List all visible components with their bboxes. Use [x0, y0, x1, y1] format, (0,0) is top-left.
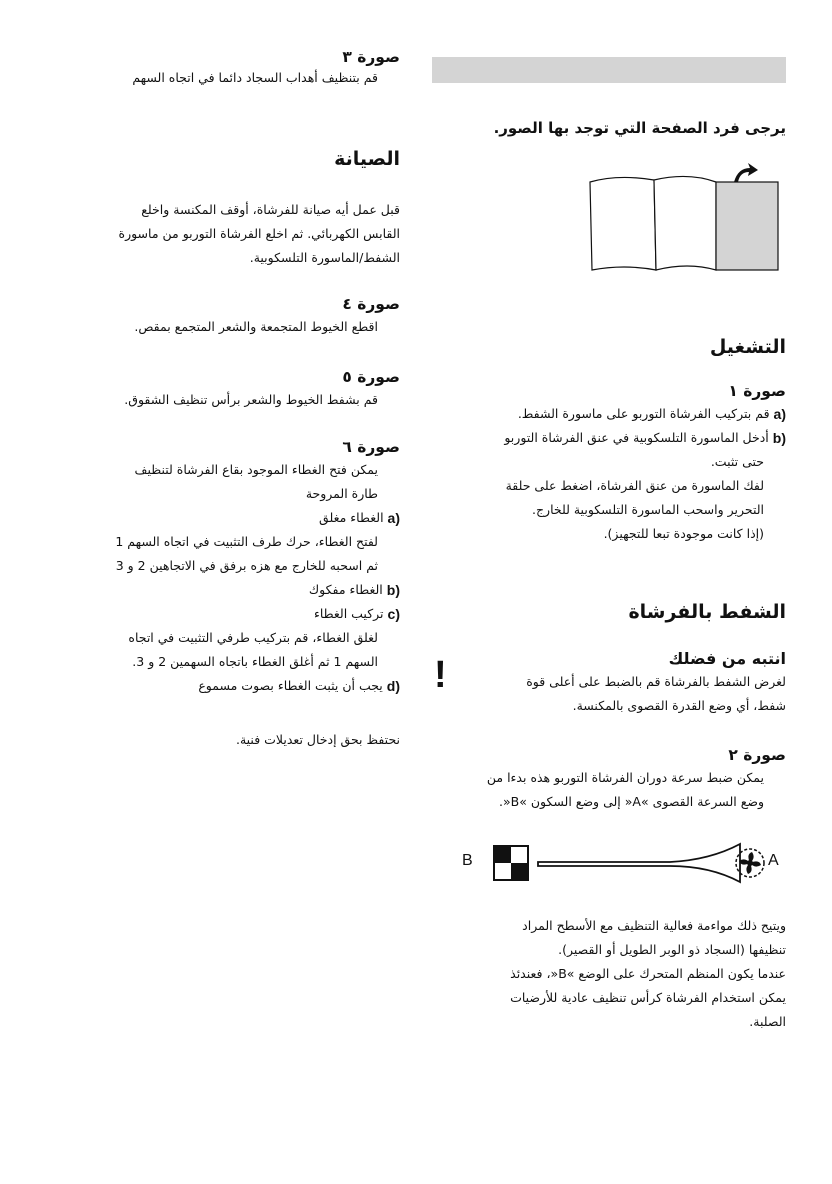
figure-6-c-line: لغلق الغطاء، قم بتركيب طرفي التثبيت في اتجاه: [128, 630, 378, 645]
closing-text: [432, 914, 786, 1034]
figure-6-a-line: ثم اسحبه للخارج مع هزه برفق في الاتجاهين 2 و 3: [115, 558, 378, 573]
figure-5-text: قم بشفط الخيوط والشعر برأس تنظيف الشقوق.: [124, 392, 378, 407]
maintenance-line: قبل عمل أيه صيانة للفرشاة، أوقف المكنسة واخلع: [141, 202, 400, 217]
reserved-rights-text: نحتفظ بحق إدخال تعديلات فنية.: [235, 732, 400, 747]
unfold-arrow-icon: [734, 163, 758, 182]
figure-5-title: صورة ٥: [342, 368, 400, 386]
warning-line: شفط، أي وضع القدرة القصوى بالمكنسة.: [572, 698, 786, 713]
operation-section: [432, 333, 786, 361]
warning-content: [466, 648, 786, 718]
figure-2-section: [432, 744, 786, 814]
closing-line: الصلبة.: [749, 1014, 786, 1029]
figure-4-section: [78, 293, 400, 339]
speed-wedge: [538, 844, 740, 882]
figure-6-item-b: [78, 578, 400, 602]
closing-line: عندما يكون المنظم المتحرك على الوضع »B«، فعندئذ: [510, 966, 786, 981]
figure-6-c-line: السهم 1 ثم أغلق الغطاء باتجاه السهمين 2 و 3.: [132, 654, 378, 669]
figure-1-title: صورة ١: [728, 382, 786, 400]
book-left-page: [590, 177, 656, 270]
item-label: a): [773, 406, 786, 422]
figure-2-title: صورة ٢: [728, 746, 786, 764]
figure-6-section: [78, 436, 400, 698]
standstill-checker-icon: [494, 846, 528, 880]
item-label: b): [386, 582, 400, 598]
unfold-instruction: [432, 116, 786, 140]
figure-1-b-line: حتى تثبت.: [710, 454, 764, 469]
figure-1-section: [432, 380, 786, 546]
figure-3-title: صورة ٣: [342, 48, 400, 66]
warning-line: لغرض الشفط بالفرشاة قم بالضبط على أعلى قوة: [526, 674, 786, 689]
header-bar: [432, 57, 786, 83]
maintenance-line: الشفط/الماسورة التلسكوبية.: [249, 250, 400, 265]
closing-line: ويتيح ذلك مواءمة فعالية التنظيف مع الأسطح المراد: [522, 918, 786, 933]
book-middle-page: [654, 176, 716, 270]
figure-6-intro-line: طارة المروحة: [305, 486, 378, 501]
regulator-graphic: [490, 842, 772, 886]
item-text: أدخل الماسورة التلسكوبية في عنق الفرشاة التوربو: [504, 430, 769, 445]
figure-3-text: قم بتنظيف أهداب السجاد دائما في اتجاه السهم: [132, 70, 378, 85]
figure-6-item-c: [78, 602, 400, 626]
book-fold-out-page: [716, 182, 778, 270]
figure-3-section: [78, 46, 400, 88]
item-text: تركيب الغطاء: [313, 606, 384, 621]
figure-2-line: يمكن ضبط سرعة دوران الفرشاة التوربو هذه بدءا من: [486, 770, 764, 785]
warning-box: [432, 648, 786, 724]
figure-4-text: اقطع الخيوط المتجمعة والشعر المتجمع بمقص.: [134, 319, 378, 334]
figure-1-b-line: لفك الماسورة من عنق الفرشاة، اضغط على حلقة: [505, 478, 764, 493]
reserved-rights-section: [78, 728, 400, 752]
item-label: c): [387, 606, 400, 622]
speed-regulator-illustration: [462, 838, 782, 890]
item-text: قم بتركيب الفرشاة التوربو على ماسورة الشفط.: [517, 406, 770, 421]
item-label: b): [772, 430, 786, 446]
maintenance-text: [78, 198, 400, 270]
figure-2-line: وضع السرعة القصوى »A« إلى وضع السكون »B«.: [499, 794, 764, 809]
label-b: B: [462, 852, 473, 869]
figure-6-item-a: [78, 506, 400, 530]
figure-6-title: صورة ٦: [342, 438, 400, 456]
item-text: يجب أن يثبت الغطاء بصوت مسموع: [198, 678, 383, 693]
suction-heading: الشفط بالفرشاة: [628, 601, 786, 623]
item-text: الغطاء مفكوك: [308, 582, 383, 597]
maintenance-line: القابس الكهربائي. ثم اخلع الفرشاة التوربو من ماسورة: [118, 226, 400, 241]
figure-6-intro-line: يمكن فتح الغطاء الموجود بقاع الفرشاة لتنظيف: [134, 462, 378, 477]
figure-1-item-b: [432, 426, 786, 450]
unfolded-book-illustration: [588, 162, 788, 272]
figure-6-a-line: لفتح الغطاء، حرك طرف التثبيت في اتجاه السهم 1: [115, 534, 378, 549]
figure-1-b-line: (إذا كانت موجودة تبعا للتجهيز).: [603, 526, 764, 541]
unfold-text: يرجى فرد الصفحة التي توجد بها الصور.: [493, 119, 786, 137]
operation-heading: التشغيل: [709, 336, 786, 358]
closing-line: يمكن استخدام الفرشاة كرأس تنظيف عادية للأرضيات: [510, 990, 786, 1005]
figure-6-item-d: [78, 674, 400, 698]
figure-1-item-a: [432, 402, 786, 426]
maintenance-heading: الصيانة: [334, 148, 400, 170]
item-text: الغطاء مغلق: [319, 510, 384, 525]
figure-5-section: [78, 366, 400, 412]
figure-1-b-line: التحرير واسحب الماسورة التلسكوبية للخارج.: [531, 502, 764, 517]
warning-icon: !: [434, 654, 447, 696]
suction-section: [432, 598, 786, 626]
maintenance-section: [78, 145, 400, 173]
label-a: A: [768, 852, 779, 869]
item-label: d): [386, 678, 400, 694]
figure-4-title: صورة ٤: [342, 295, 400, 313]
closing-line: تنظيفها (السجاد ذو الوبر الطويل أو القصير).: [558, 942, 786, 957]
warning-title: انتبه من فضلك: [668, 649, 786, 668]
item-label: a): [387, 510, 400, 526]
